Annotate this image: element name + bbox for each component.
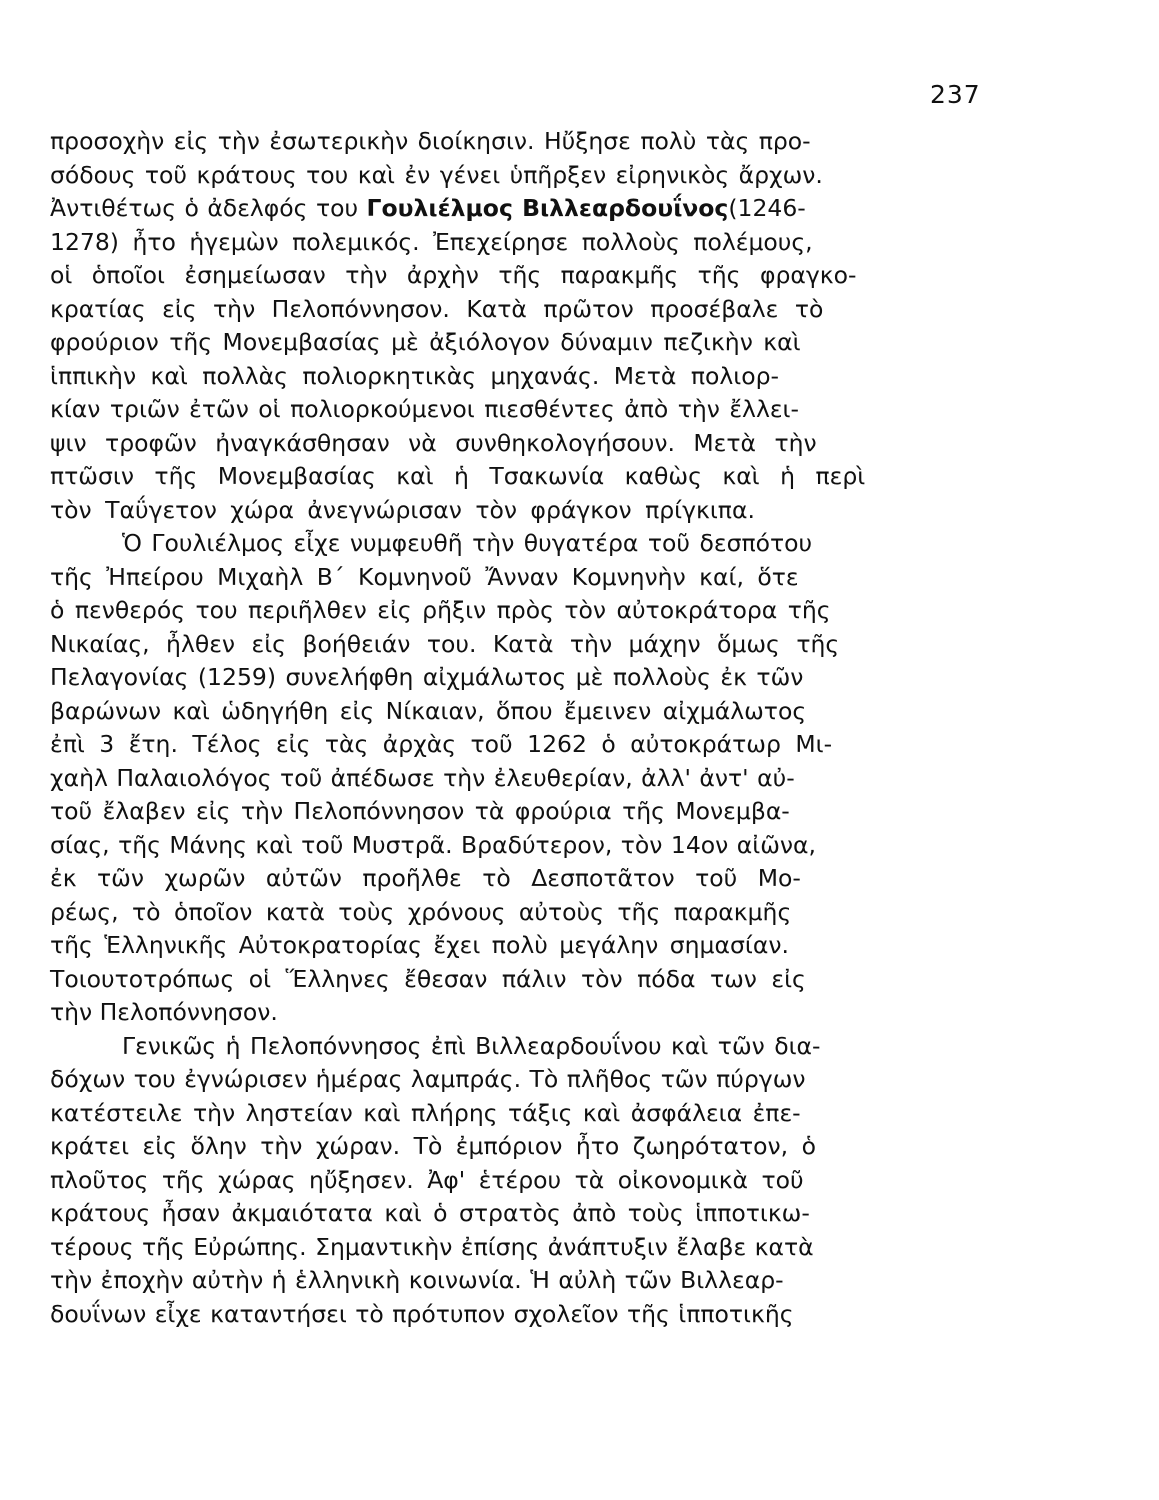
text-line: ψιν τροφῶν ἠναγκάσθησαν νὰ συνθηκολογήσουν. Μετὰ τὴν [50,428,817,457]
text-line: ὁ πενθερός του περιῆλθεν εἰς ρῆξιν πρὸς τὸν αὐτοκράτορα τῆς [50,596,831,624]
text-line: ἐκ τῶν χωρῶν αὐτῶν προῆλθε τὸ Δεσποτᾶτον τοῦ Μο- [50,864,801,892]
text-line: τὴν ἐποχὴν αὐτὴν ἡ ἑλληνικὴ κοινωνία. Ἡ αὐλὴ τῶν Βιλλεαρ- [50,1266,784,1294]
text-line: βαρώνων καὶ ὡδηγήθη εἰς Νίκαιαν, ὅπου ἔμεινεν αἰχμάλωτος [50,696,807,725]
text-span: Ἀντιθέτως ὁ ἀδελφός του [50,194,367,222]
text-line: Τοιουτοτρόπως οἱ Ἕλληνες ἔθεσαν πάλιν τὸν πόδα των εἰς [50,964,806,993]
person-name-bold: Γουλιέλμος Βιλλεαρδουΐνος [366,194,729,222]
text-line: δόχων του ἐγνώρισεν ἡμέρας λαμπράς. Τὸ πλῆθος τῶν πύργων [50,1065,806,1093]
text-line: τῆς Ἠπείρου Μιχαὴλ Β΄ Κομνηνοῦ Ἄνναν Κομνηνὴν καί, ὅτε [50,562,799,591]
text-line: πτῶσιν τῆς Μονεμβασίας καὶ ἡ Τσακωνία καθὼς καὶ ἡ περὶ [50,462,866,490]
text-line: φρούριον τῆς Μονεμβασίας μὲ ἀξιόλογον δύναμιν πεζικὴν καὶ [50,328,801,356]
text-span: (1246- [728,194,806,222]
text-line: κρατίας εἰς τὴν Πελοπόννησον. Κατὰ πρῶτον προσέβαλε τὸ [50,294,824,323]
text-line: ἱππικὴν καὶ πολλὰς πολιορκητικὰς μηχανάς. Μετὰ πολιορ- [50,361,780,390]
text-line: τῆς Ἑλληνικῆς Αὐτοκρατορίας ἔχει πολὺ μεγάλην σημασίαν. [50,931,789,959]
text-line: ρέως, τὸ ὁποῖον κατὰ τοὺς χρόνους αὐτοὺς τῆς παρακμῆς [50,897,792,926]
page-body [50,125,990,1331]
page-number: 237 [930,80,981,109]
text-line: τὸν Ταΰγετον χώρα ἀνεγνώρισαν τὸν φράγκον πρίγκιπα. [50,495,755,524]
text-line: δουΐνων εἶχε καταντήσει τὸ πρότυπον σχολεῖον τῆς ἱπποτικῆς [50,1299,794,1328]
text-line: κράτει εἰς ὅλην τὴν χώραν. Τὸ ἐμπόριον ἦτο ζωηρότατον, ὁ [50,1132,816,1160]
text-line: ἐπὶ 3 ἔτη. Τέλος εἰς τὰς ἀρχὰς τοῦ 1262 ὁ αὐτοκράτωρ Μι- [50,730,833,758]
text-line: τὴν Πελοπόννησον. [50,998,278,1026]
text-line: κατέστειλε τὴν ληστείαν καὶ πλήρης τάξις καὶ ἀσφάλεια ἐπε- [50,1098,801,1127]
text-line: χαὴλ Παλαιολόγος τοῦ ἀπέδωσε τὴν ἐλευθερίαν, ἀλλ' ἀντ' αὐ- [50,763,795,792]
text-line: πλοῦτος τῆς χώρας ηὔξησεν. Ἀφ' ἑτέρου τὰ οἰκονομικὰ τοῦ [50,1165,804,1194]
text-line: τέρους τῆς Εὐρώπης. Σημαντικὴν ἐπίσης ἀνάπτυξιν ἔλαβε κατὰ [50,1232,814,1261]
text-line [50,192,990,226]
text-line: οἱ ὁποῖοι ἐσημείωσαν τὴν ἀρχὴν τῆς παρακμῆς τῆς φραγκο- [50,261,857,289]
text-line: Πελαγονίας (1259) συνελήφθη αἰχμάλωτος μὲ πολλοὺς ἐκ τῶν [50,663,804,691]
text-line: κίαν τριῶν ἐτῶν οἱ πολιορκούμενοι πιεσθέντες ἀπὸ τὴν ἔλλει- [50,395,799,423]
text-line: Γενικῶς ἡ Πελοπόννησος ἐπὶ Βιλλεαρδουΐνου καὶ τῶν δια- [122,1031,821,1060]
text-line: κράτους ἦσαν ἀκμαιότατα καὶ ὁ στρατὸς ἀπὸ τοὺς ἱπποτικω- [50,1199,810,1227]
text-line: 1278) ἦτο ἡγεμὼν πολεμικός. Ἐπεχείρησε πολλοὺς πολέμους, [50,227,813,256]
text-line: Νικαίας, ἦλθεν εἰς βοήθειάν του. Κατὰ τὴν μάχην ὅμως τῆς [50,629,840,658]
text-line: σίας, τῆς Μάνης καὶ τοῦ Μυστρᾶ. Βραδύτερον, τὸν 14ον αἰῶνα, [50,830,816,859]
text-line: Ὁ Γουλιέλμος εἶχε νυμφευθῆ τὴν θυγατέρα τοῦ δεσπότου [122,529,813,557]
text-line: προσοχὴν εἰς τὴν ἐσωτερικὴν διοίκησιν. Ηὔξησε πολὺ τὰς προ- [50,127,811,155]
text-line: σόδους τοῦ κράτους του καὶ ἐν γένει ὑπῆρξεν εἰρηνικὸς ἄρχων. [50,160,823,189]
text-line: τοῦ ἔλαβεν εἰς τὴν Πελοπόννησον τὰ φρούρια τῆς Μονεμβα- [50,797,790,825]
